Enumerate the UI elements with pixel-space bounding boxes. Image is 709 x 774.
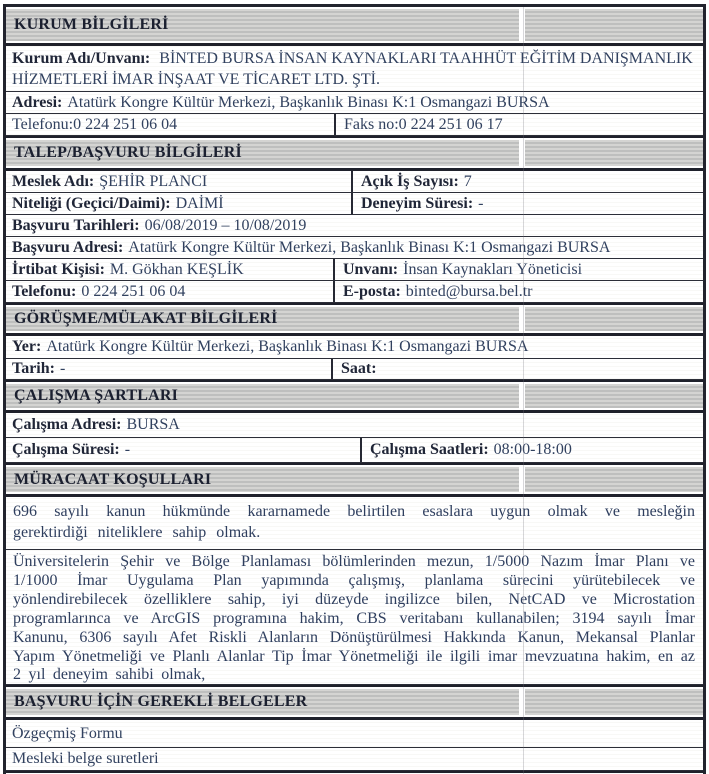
field-value: Atatürk Kongre Kültür Merkezi, Başkanlık Binası K:1 Osmangazi BURSA (46, 338, 529, 355)
field-label: Çalışma Süresi: (12, 441, 120, 458)
field-value: 0 224 251 06 04 (81, 282, 186, 300)
section-title: GÖRÜŞME/MÜLAKAT BİLGİLERİ (14, 310, 278, 327)
field-label: Açık İş Sayısı: (361, 172, 459, 190)
section-header-talep-basvuru (6, 136, 703, 171)
field-label: Niteliği (Geçici/Daimi): (12, 194, 171, 212)
field-label: Başvuru Adresi: (12, 238, 124, 256)
field-label: Unvanı: (343, 260, 399, 278)
cell-telefonu (6, 114, 336, 135)
row-basvuru-tarihleri (6, 215, 703, 237)
field-label: Kurum Adı/Unvanı: (12, 50, 151, 67)
cell-niteligi (6, 193, 353, 214)
cell-telefonu2 (6, 281, 335, 302)
field-label: Saat: (341, 360, 377, 377)
cell-meslek (6, 171, 353, 192)
document-item: Mesleki belge suretleri (12, 750, 159, 767)
section-title: BAŞVURU İÇİN GEREKLİ BELGELER (14, 693, 308, 710)
field-value: Atatürk Kongre Kültür Merkezi, Başkanlık Binası K:1 Osmangazi BURSA (128, 238, 611, 256)
job-posting-document (3, 4, 706, 774)
section-header-kurum-bilgileri (6, 7, 703, 46)
field-value: - (59, 360, 66, 377)
field-label: Deneyim Süresi: (361, 194, 474, 212)
field-value: BİNTED BURSA İNSAN KAYNAKLARI TAAHHÜT EĞİTİM DANIŞMANLIK HİZMETLERİ İMAR İNŞAAT VE TİCARET LTD. ŞTİ. (12, 50, 693, 88)
field-label: Çalışma Adresi: (12, 416, 122, 433)
field-label: Faks no: (344, 115, 399, 133)
field-value: 7 (463, 172, 472, 190)
cell-unvani (335, 259, 703, 280)
field-label: Meslek Adı: (12, 172, 95, 190)
row-meslek-acikis (6, 171, 703, 193)
cell-acik-is (353, 171, 703, 192)
field-label: Çalışma Saatleri: (370, 441, 489, 458)
cell-faks (336, 114, 703, 135)
row-telefonu-faks (6, 114, 703, 136)
field-value: - (478, 194, 484, 212)
cell-saat (333, 359, 703, 379)
row-belge-mesleki (6, 748, 703, 771)
row-irtibat-unvani (6, 259, 703, 281)
requirement-paragraph-1: 696 sayılı kanun hükmünde kararnamede belirtilen esaslara uygun olmak ve mesleğin gerektirdiği niteliklere sahip olmak. (6, 497, 703, 550)
header-right-cell (525, 384, 703, 408)
row-suresi-saatleri (6, 438, 703, 463)
row-yer (6, 336, 703, 359)
field-label: Adresi: (12, 93, 63, 111)
cell-deneyim (353, 193, 703, 214)
row-telefonu-eposta (6, 281, 703, 303)
field-value: 0 224 251 06 04 (73, 115, 178, 133)
field-value: BURSA (126, 416, 180, 433)
field-label: İrtibat Kişisi: (12, 260, 105, 278)
header-right-cell (525, 689, 703, 715)
row-niteligi-deneyim (6, 193, 703, 215)
row-tarih-saat (6, 359, 703, 380)
section-title: ÇALIŞMA ŞARTLARI (14, 387, 179, 404)
header-right-cell (525, 140, 703, 166)
header-right-cell (525, 307, 703, 331)
field-label: Yer: (12, 338, 42, 355)
section-header-gorusme-mulakat (6, 303, 703, 336)
section-header-calisma-sartlari (6, 380, 703, 413)
header-right-cell (525, 467, 703, 492)
cell-saatleri (362, 438, 703, 462)
section-title: KURUM BİLGİLERİ (14, 16, 169, 33)
field-label: Telefonu: (12, 115, 74, 133)
field-value: 0 224 251 06 17 (398, 115, 503, 133)
cell-eposta (335, 281, 703, 302)
field-value: DAİMİ (175, 194, 224, 212)
row-calisma-adresi (6, 413, 703, 438)
section-header-gerekli-belgeler (6, 685, 703, 720)
field-value: 06/08/2019 – 10/08/2019 (144, 216, 307, 234)
field-value: - (124, 441, 131, 458)
field-label: Telefonu: (12, 282, 77, 300)
cell-irtibat (6, 259, 335, 280)
requirement-paragraph-2: Üniversitelerin Şehir ve Bölge Planlaması bölümlerinden mezun, 1/5000 Nazım İmar Planı ve 1/1000 İmar Uygulama Plan yapımında çalışmış, planlama sürecini yürütebilecek ve yönlendirebilecek özelliklere sahip, iyi düzeyde ingilizce bilen, NetCAD ve Microstation programlarınca ve ArcGIS programına hakim, CBS veritabanı kullanabilen; 3194 sayılı İmar Kanunu, 6306 sayılı Afet Riskli Alanların Dönüştürülmesi Hakkında Kanun, Mekansal Planlar Yapım Yönetmeliği ve Planlı Alanlar Tip İmar Yönetmeliği ile ilgili imar mevzuatına hakim, en az 2 yıl deneyim sahibi olmak, (6, 550, 703, 685)
cell-suresi (6, 438, 362, 462)
field-value: binted@bursa.bel.tr (405, 282, 533, 300)
field-value: Atatürk Kongre Kültür Merkezi, Başkanlık Binası K:1 Osmangazi BURSA (67, 93, 550, 111)
section-header-muracaat-kosullari (6, 463, 703, 497)
field-value: ŞEHİR PLANCI (99, 172, 208, 190)
field-value: M. Gökhan KEŞLİK (109, 260, 244, 278)
field-label: Başvuru Tarihleri: (12, 216, 140, 234)
section-title: MÜRACAAT KOŞULLARI (14, 470, 212, 488)
section-title: TALEP/BAŞVURU BİLGİLERİ (14, 144, 242, 161)
cell-tarih (6, 359, 333, 379)
row-belge-ozgecmis (6, 720, 703, 748)
field-label: Tarih: (12, 360, 55, 377)
row-kurum-adi (6, 46, 703, 92)
field-value: İnsan Kaynakları Yöneticisi (403, 260, 583, 278)
row-basvuru-adresi (6, 237, 703, 259)
document-item: Özgeçmiş Formu (12, 724, 123, 742)
field-label: E-posta: (343, 282, 401, 300)
row-adresi (6, 92, 703, 114)
field-value: 08:00-18:00 (493, 441, 572, 458)
header-right-cell (525, 9, 703, 41)
